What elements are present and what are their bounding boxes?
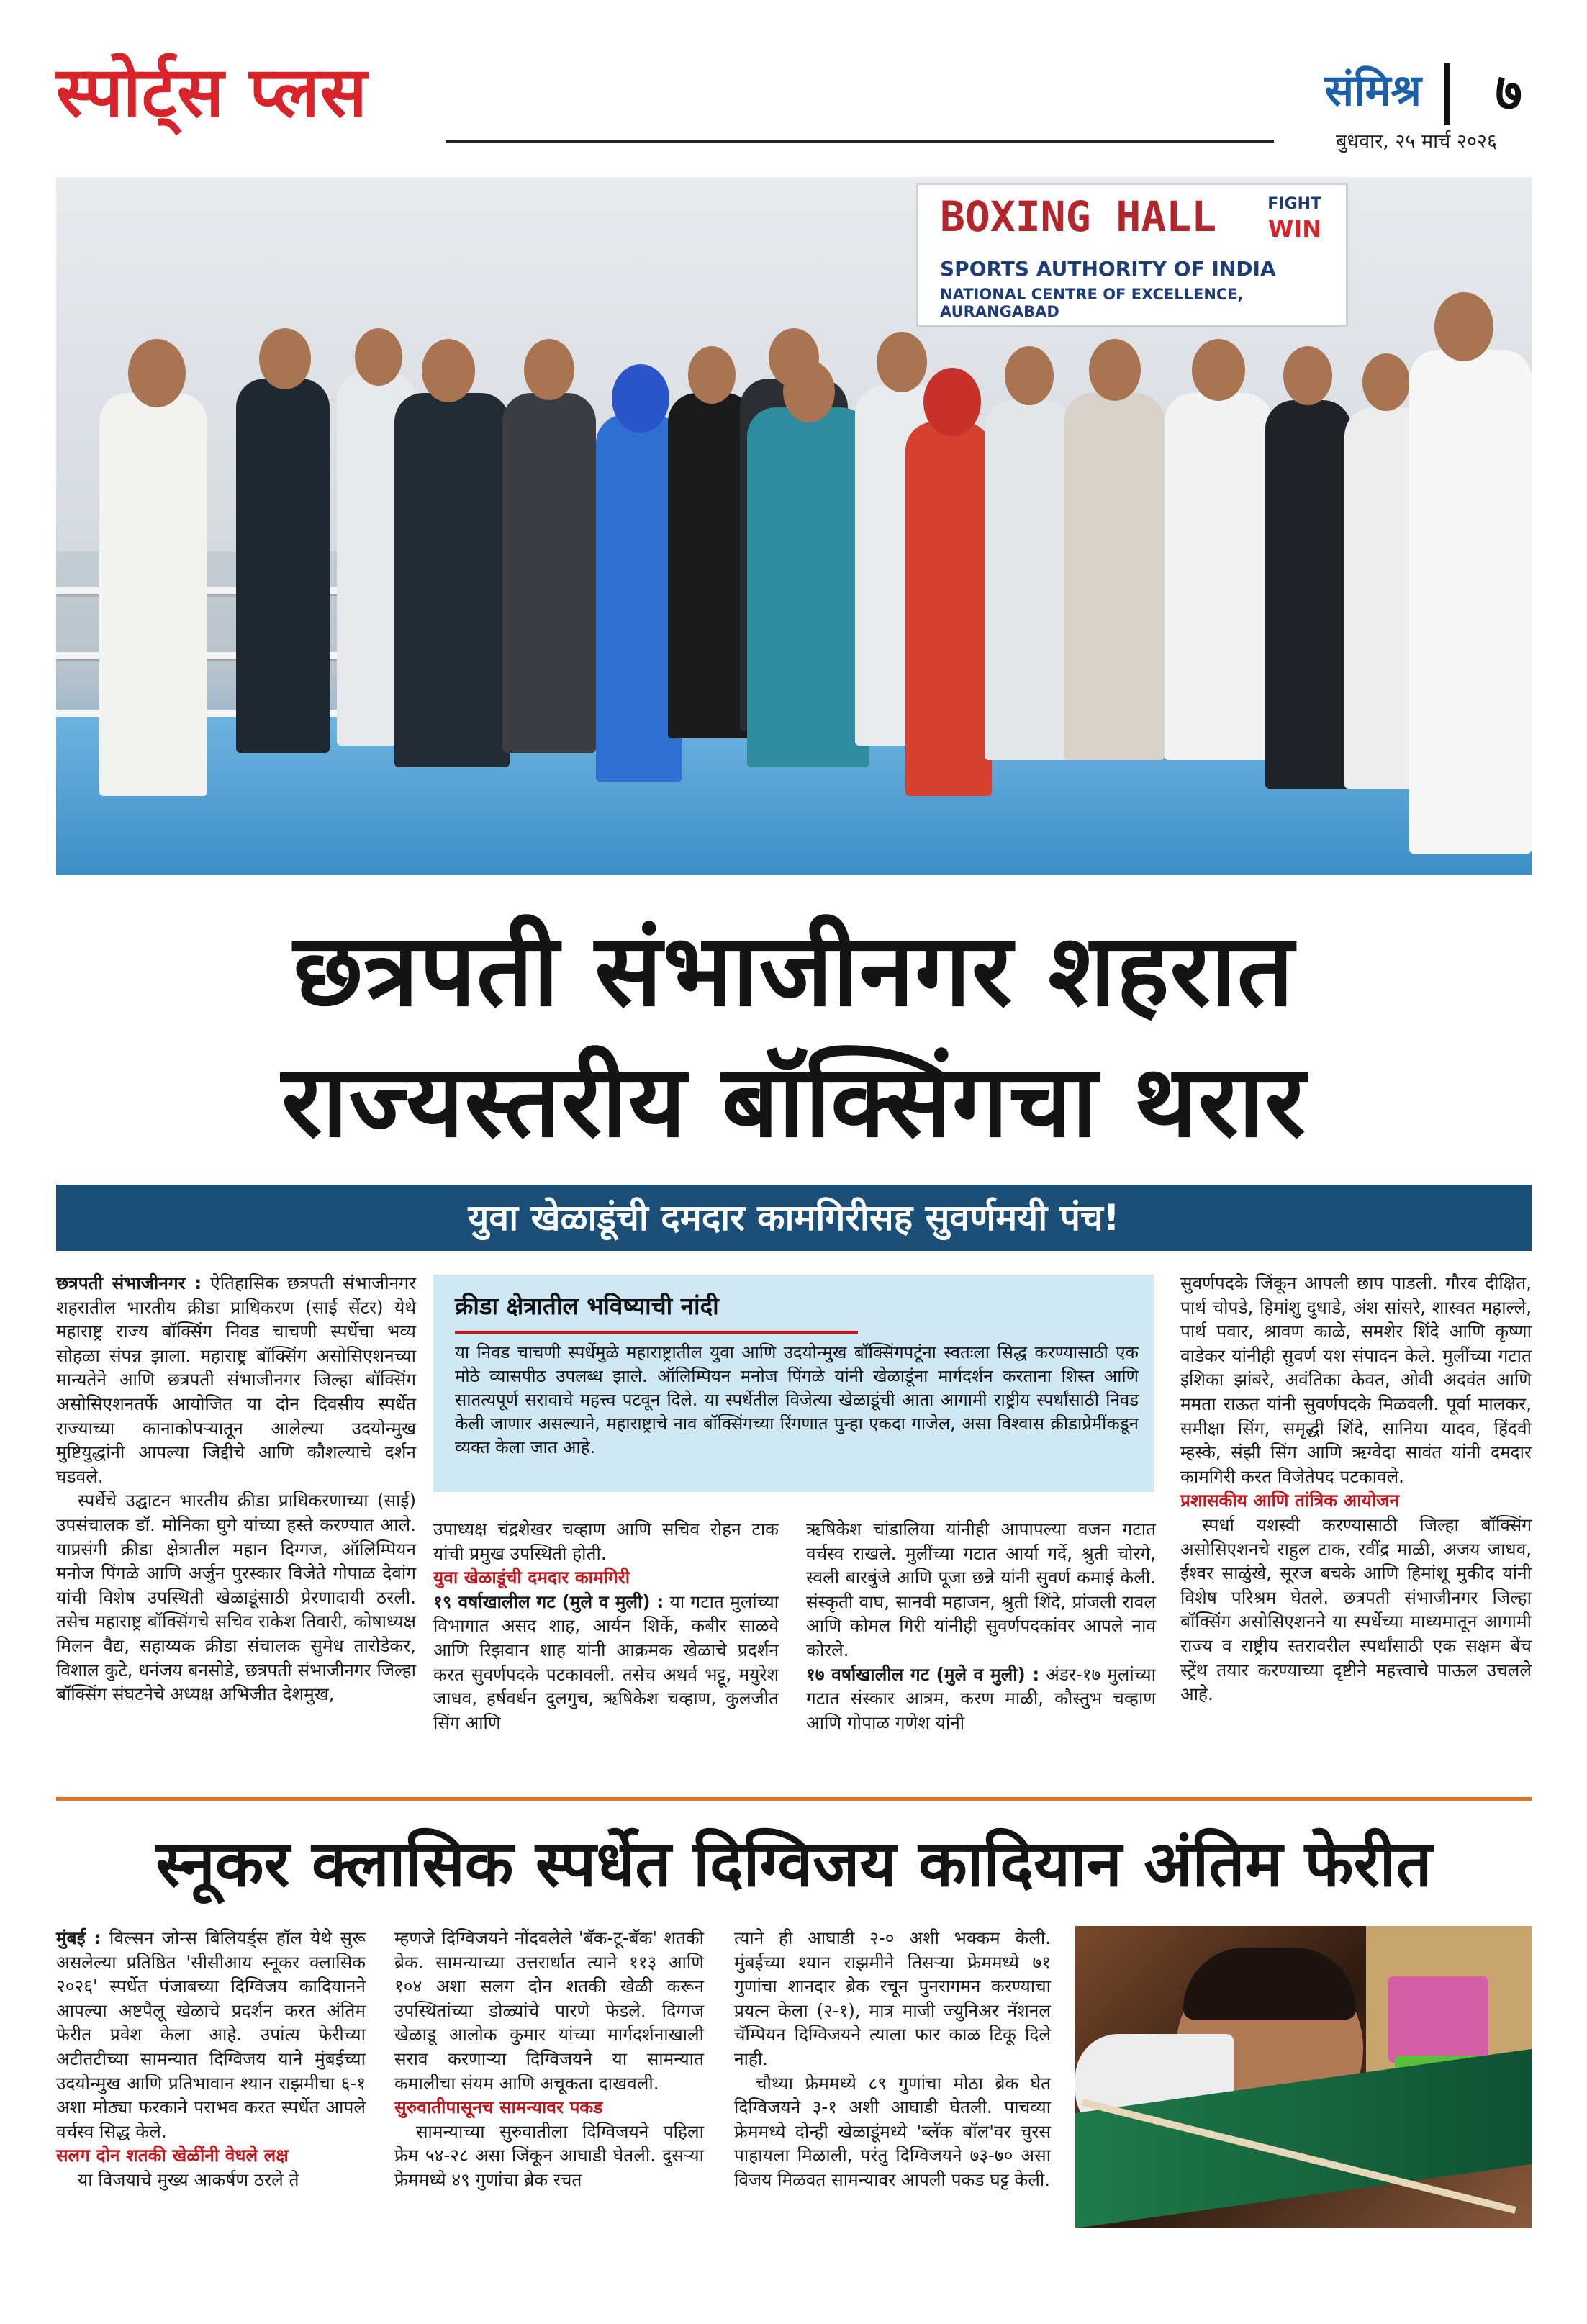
subheadline-bar: युवा खेळाडूंची दमदार कामगिरीसह सुवर्णमयी पंच! <box>56 1185 1532 1251</box>
article2-col3-p1: त्याने ही आघाडी २-० अशी भक्कम केली. मुंबईच्या श्यान राझमीने तिसऱ्या फ्रेममध्ये ७१ गुणांचा शानदार ब्रेक रचून पुनरागमन करण्याचा प्रयत्न केला (२-१), मात्र माजी ज्युनिअर नॅशनल चॅम्पियन दिग्विजयने त्याला फार काळ टिकू दिले नाही. <box>734 1927 1051 2069</box>
article2-column3 <box>734 1926 1051 2192</box>
boxer-red-headgear <box>923 368 981 436</box>
sidebox-rule <box>455 1331 858 1334</box>
person-head <box>1192 339 1245 401</box>
headline-line2: राज्यस्तरीय बॉक्सिंगचा थरार <box>281 1044 1306 1159</box>
header-rule <box>446 140 1274 143</box>
person-head <box>422 339 475 402</box>
banner-title: BOXING HALL <box>940 192 1217 241</box>
masthead-title: स्पोर्ट्स प्लस <box>56 52 368 132</box>
snooker-player-hair <box>1183 1948 1356 2020</box>
person-figure <box>985 400 1071 760</box>
person-head <box>355 328 402 386</box>
person-head <box>688 346 736 404</box>
person-figure <box>394 393 510 767</box>
article1-col4-p1: सुवर्णपदके जिंकून आपली छाप पाडली. गौरव दीक्षित, पार्थ चोपडे, हिमांशु दुधाडे, अंश सांसरे, शास्वत महाल्ले, पार्थ पवार, श्रावण काळे, समशेर शिंदे आणि कृष्णा वाडेकर यांनीही सुवर्ण यश संपादन केले. मुलींच्या गटात इशिका झांबरे, अवंतिका केवत, ओवी अदवंत आणि ममता राऊत यांनी सुवर्णपदके मिळवली. पूर्वा मालकर, समीक्षा सिंग, समृद्धी शिंदे, सानिया यादव, हिंदवी म्हस्के, संझी सिंग आणि ऋग्वेदा सावंत यांनी दमदार कामगिरी करत विजेतेपद पटकावले. <box>1180 1272 1532 1487</box>
person-figure <box>1064 393 1165 760</box>
article1-column4 <box>1180 1271 1532 1706</box>
headline-line1: छत्रपती संभाजीनगर शहरात <box>293 913 1295 1028</box>
dateline: छत्रपती संभाजीनगर : <box>56 1272 202 1293</box>
article2-column2 <box>394 1926 704 2192</box>
chief-guest-figure <box>747 407 869 767</box>
boxing-event-photo <box>56 177 1532 875</box>
article2-col3-p2: चौथ्या फ्रेममध्ये ८९ गुणांचा मोठा ब्रेक घेत दिग्विजयने ३-१ अशी आघाडी घेतली. पाचव्या फ्रेममध्ये दोन्ही खेळाडूंमध्ये 'ब्लॅक बॉल'वर चुरस पाहायला मिळाली, परंतु दिग्विजयने ७३-७० असा विजय मिळवत सामन्यावर आपली पकड घट्ट केली. <box>734 2072 1051 2190</box>
person-figure <box>1265 400 1352 789</box>
person-figure <box>502 393 596 753</box>
headline-snooker: स्नूकर क्लासिक स्पर्धेत दिग्विजय कादियान अंतिम फेरीत <box>155 1827 1432 1901</box>
article2-col1-p2: या विजयाचे मुख्य आकर्षण ठरले ते <box>78 2169 299 2190</box>
person-head <box>783 361 835 422</box>
article1-col2-subhead: युवा खेळाडूंची दमदार कामगिरी <box>433 1567 630 1588</box>
banner-line2: NATIONAL CENTRE OF EXCELLENCE, AURANGABAD <box>940 286 1244 320</box>
section-divider <box>56 1797 1532 1801</box>
issue-date: बुधवार, २५ मार्च २०२६ <box>1336 130 1497 153</box>
person-figure <box>99 393 207 796</box>
article2-col2-subhead: सुरुवातीपासूनच सामन्यावर पकड <box>394 2097 603 2118</box>
person-figure <box>1409 350 1532 854</box>
person-head <box>877 332 927 392</box>
section-divider-bar <box>1444 63 1450 125</box>
person-head <box>1283 346 1332 405</box>
photo2-towel <box>1388 1976 1488 2063</box>
person-head <box>1089 339 1141 401</box>
article1-col3-label: १७ वर्षाखालील गट (मुले व मुली) : <box>806 1663 1040 1685</box>
page-number: ७ <box>1495 62 1522 122</box>
article1-col1-p1: ऐतिहासिक छत्रपती संभाजीनगर शहरातील भारतीय क्रीडा प्राधिकरण (साई सेंटर) येथे महाराष्ट्र राज्य बॉक्सिंग निवड चाचणी स्पर्धेचा भव्य सोहळा संपन्न झाला. महाराष्ट्र बॉक्सिंग असोसिएशनच्या मान्यतेने आणि छत्रपती संभाजीनगर जिल्हा बॉक्सिंग असोसिएशनतर्फे आयोजित या दोन दिवसीय स्पर्धेत राज्याच्या कानाकोपऱ्यातून आलेल्या उदयोन्मुख मुष्टियुद्धांनी आपल्या जिद्दीचे आणि कौशल्याचे दर्शन घडवले. <box>56 1272 416 1487</box>
banner-logo-bottom: WIN <box>1268 215 1321 243</box>
article2-col2-p1: म्हणजे दिग्विजयने नोंदवलेले 'बॅक-टू-बॅक' शतकी ब्रेक. सामन्याच्या उत्तरार्धात त्याने ११३ आणि १०४ अशा सलग दोन शतकी खेळी करून उपस्थितांच्या डोळ्यांचे पारणे फेडले. दिग्गज खेळाडू आलोक कुमार यांच्या मार्गदर्शनाखाली सराव करणाऱ्या दिग्विजयने या सामन्यात कमालीचा संयम आणि अचूकता दाखवली. <box>394 1927 704 2094</box>
person-head <box>128 339 186 407</box>
person-head <box>1005 346 1054 405</box>
banner-logo-top: FIGHT <box>1267 195 1321 213</box>
sidebox-title: क्रीडा क्षेत्रातील भविष्याची नांदी <box>455 1292 719 1320</box>
article1-col3-p1: ऋषिकेश चांडालिया यांनीही आपापल्या वजन गटात वर्चस्व राखले. मुलींच्या गटात आर्या गर्दे, श्रुती चोरगे, स्वली बारबुंजे आणि पूजा छन्ने यांनी सुवर्ण कमाई केली. संस्कृती वाघ, सानवी महाजन, श्रुती शिंदे, प्रांजली रावल आणि कोमल गिरी यांनीही सुवर्णपदकांवर आपले नाव कोरले. <box>806 1519 1156 1660</box>
article1-col4-subhead: प्रशासकीय आणि तांत्रिक आयोजन <box>1180 1490 1399 1511</box>
article1-col2-p2: या गटात मुलांच्या विभागात असद शाह, आर्यन शिर्के, कबीर साळवे आणि रिझवान शाह यांनी आक्रमक खेळाचे प्रदर्शन करत सुवर्णपदके पटकावली. तसेच अथर्व भट्टू, मयुरेश जाधव, हर्षवर्धन दुलगुच, ऋषिकेश चव्हाण, कुलजीत सिंग आणि <box>433 1591 779 1733</box>
article1-column3 <box>806 1517 1156 1735</box>
article1-col1-p2: स्पर्धेचे उद्घाटन भारतीय क्रीडा प्राधिकरणाच्या (साई) उपसंचालक डॉ. मोनिका घुगे यांच्या हस्ते करण्यात आले. याप्रसंगी क्रीडा क्षेत्रातील महान दिग्गज, ऑलिम्पियन मनोज पिंगळे आणि अर्जुन पुरस्कार विजेते गोपाळ देवांग यांची विशेष उपस्थिती खेळाडूंसाठी प्रेरणादायी ठरली. तसेच महाराष्ट्र बॉक्सिंगचे सचिव राकेश तिवारी, कोषाध्यक्ष मिलन वैद्य, सहाय्यक क्रीडा संचालक सुमेध तारोडेकर, विशाल कुटे, धनंजय बनसोडे, छत्रपती संभाजीनगर जिल्हा बॉक्सिंग संघटनेचे अध्यक्ष अभिजीत देशमुख, <box>56 1490 416 1705</box>
person-head <box>1362 353 1410 411</box>
boxer-blue-headgear <box>612 364 669 433</box>
person-head <box>259 328 311 389</box>
article1-col4-p2: स्पर्धा यशस्वी करण्यासाठी जिल्हा बॉक्सिंग असोसिएशनचे राहुल टाक, रवींद्र माळी, अजय जाधव, ईश्वर साळुंखे, सूरज बचके आणि हिमांशू मुकीद यांनी विशेष परिश्रम घेतले. छत्रपती संभाजीनगर जिल्हा बॉक्सिंग असोसिएशनने या स्पर्धेच्या माध्यमातून आगामी राज्य व राष्ट्रीय स्तरावरील स्पर्धांसाठी एक सक्षम बेंच स्ट्रेंथ तयार करण्याच्या दृष्टीने महत्त्वाचे पाऊल उचलले आहे. <box>1180 1514 1532 1705</box>
boxing-hall-banner <box>916 183 1348 327</box>
person-figure <box>236 379 330 753</box>
sidebox-body: या निवड चाचणी स्पर्धेमुळे महाराष्ट्रातील युवा आणि उदयोन्मुख बॉक्सिंगपटूंना स्वतःला सिद्ध करण्यासाठी एक मोठे व्यासपीठ उपलब्ध झाले. ऑलिम्पियन मनोज पिंगळे यांनी खेळाडूंना मार्गदर्शन करताना शिस्त आणि सातत्यपूर्ण सरावाचे महत्त्व पटवून दिले. या स्पर्धेतील विजेत्या खेळाडूंची आता आगामी राष्ट्रीय स्पर्धांसाठी निवड केली जाणार असल्याने, महाराष्ट्राचे नाव बॉक्सिंगच्या रिंगणात पुन्हा एकदा गाजेल, असा विश्वास क्रीडाप्रेमींकडून व्यक्त केला जात आहे. <box>455 1342 1139 1457</box>
article1-col2-p1: उपाध्यक्ष चंद्रशेखर चव्हाण आणि सचिव रोहन टाक यांची प्रमुख उपस्थिती होती. <box>433 1519 779 1564</box>
article2-column1 <box>56 1926 366 2192</box>
article2-dateline: मुंबई : <box>56 1927 101 1948</box>
article2-col2-p2: सामन्याच्या सुरुवातीला दिग्विजयने पहिला फ्रेम ५४-२८ असा जिंकून आघाडी घेतली. दुसऱ्या फ्रेममध्ये ४९ गुणांचा ब्रेक रचत <box>394 2120 704 2190</box>
sidebar-box <box>433 1275 1154 1492</box>
article2-col1-p1: विल्सन जोन्स बिलियर्ड्स हॉल येथे सुरू असलेल्या प्रतिष्ठित 'सीसीआय स्नूकर क्लासिक २०२६' स्पर्धेत पंजाबच्या दिग्विजय कादियानने आपल्या अष्टपैलू खेळाचे प्रदर्शन करत अंतिम फेरीत प्रवेश केला आहे. उपांत्य फेरीच्या अटीतटीच्या सामन्यात दिग्विजय याने मुंबईच्या उदयोन्मुख आणि प्रतिभावान श्यान राझमीचा ६-१ अशा मोठ्या फरकाने पराभव करत स्पर्धेत आपले वर्चस्व सिद्ध केले. <box>56 1927 366 2142</box>
article1-col3-p2: अंडर-१७ मुलांच्या गटात संस्कार आत्रम, करण माळी, कौस्तुभ चव्हाण आणि गोपाळ गणेश यांनी <box>806 1663 1156 1733</box>
article1-column1 <box>56 1271 416 1706</box>
article2-col1-subhead: सलग दोन शतकी खेळींनी वेधले लक्ष <box>56 2145 289 2166</box>
person-head <box>1434 292 1493 361</box>
article1-column2 <box>433 1517 779 1735</box>
article1-col2-label: १९ वर्षाखालील गट (मुले व मुली) : <box>433 1591 664 1612</box>
boxer-red <box>905 422 992 796</box>
banner-line1: SPORTS AUTHORITY OF INDIA <box>940 257 1276 281</box>
person-head <box>524 339 574 400</box>
person-figure <box>1165 393 1272 760</box>
snooker-player-photo <box>1075 1926 1532 2228</box>
section-name: संमिश्र <box>1324 65 1421 116</box>
